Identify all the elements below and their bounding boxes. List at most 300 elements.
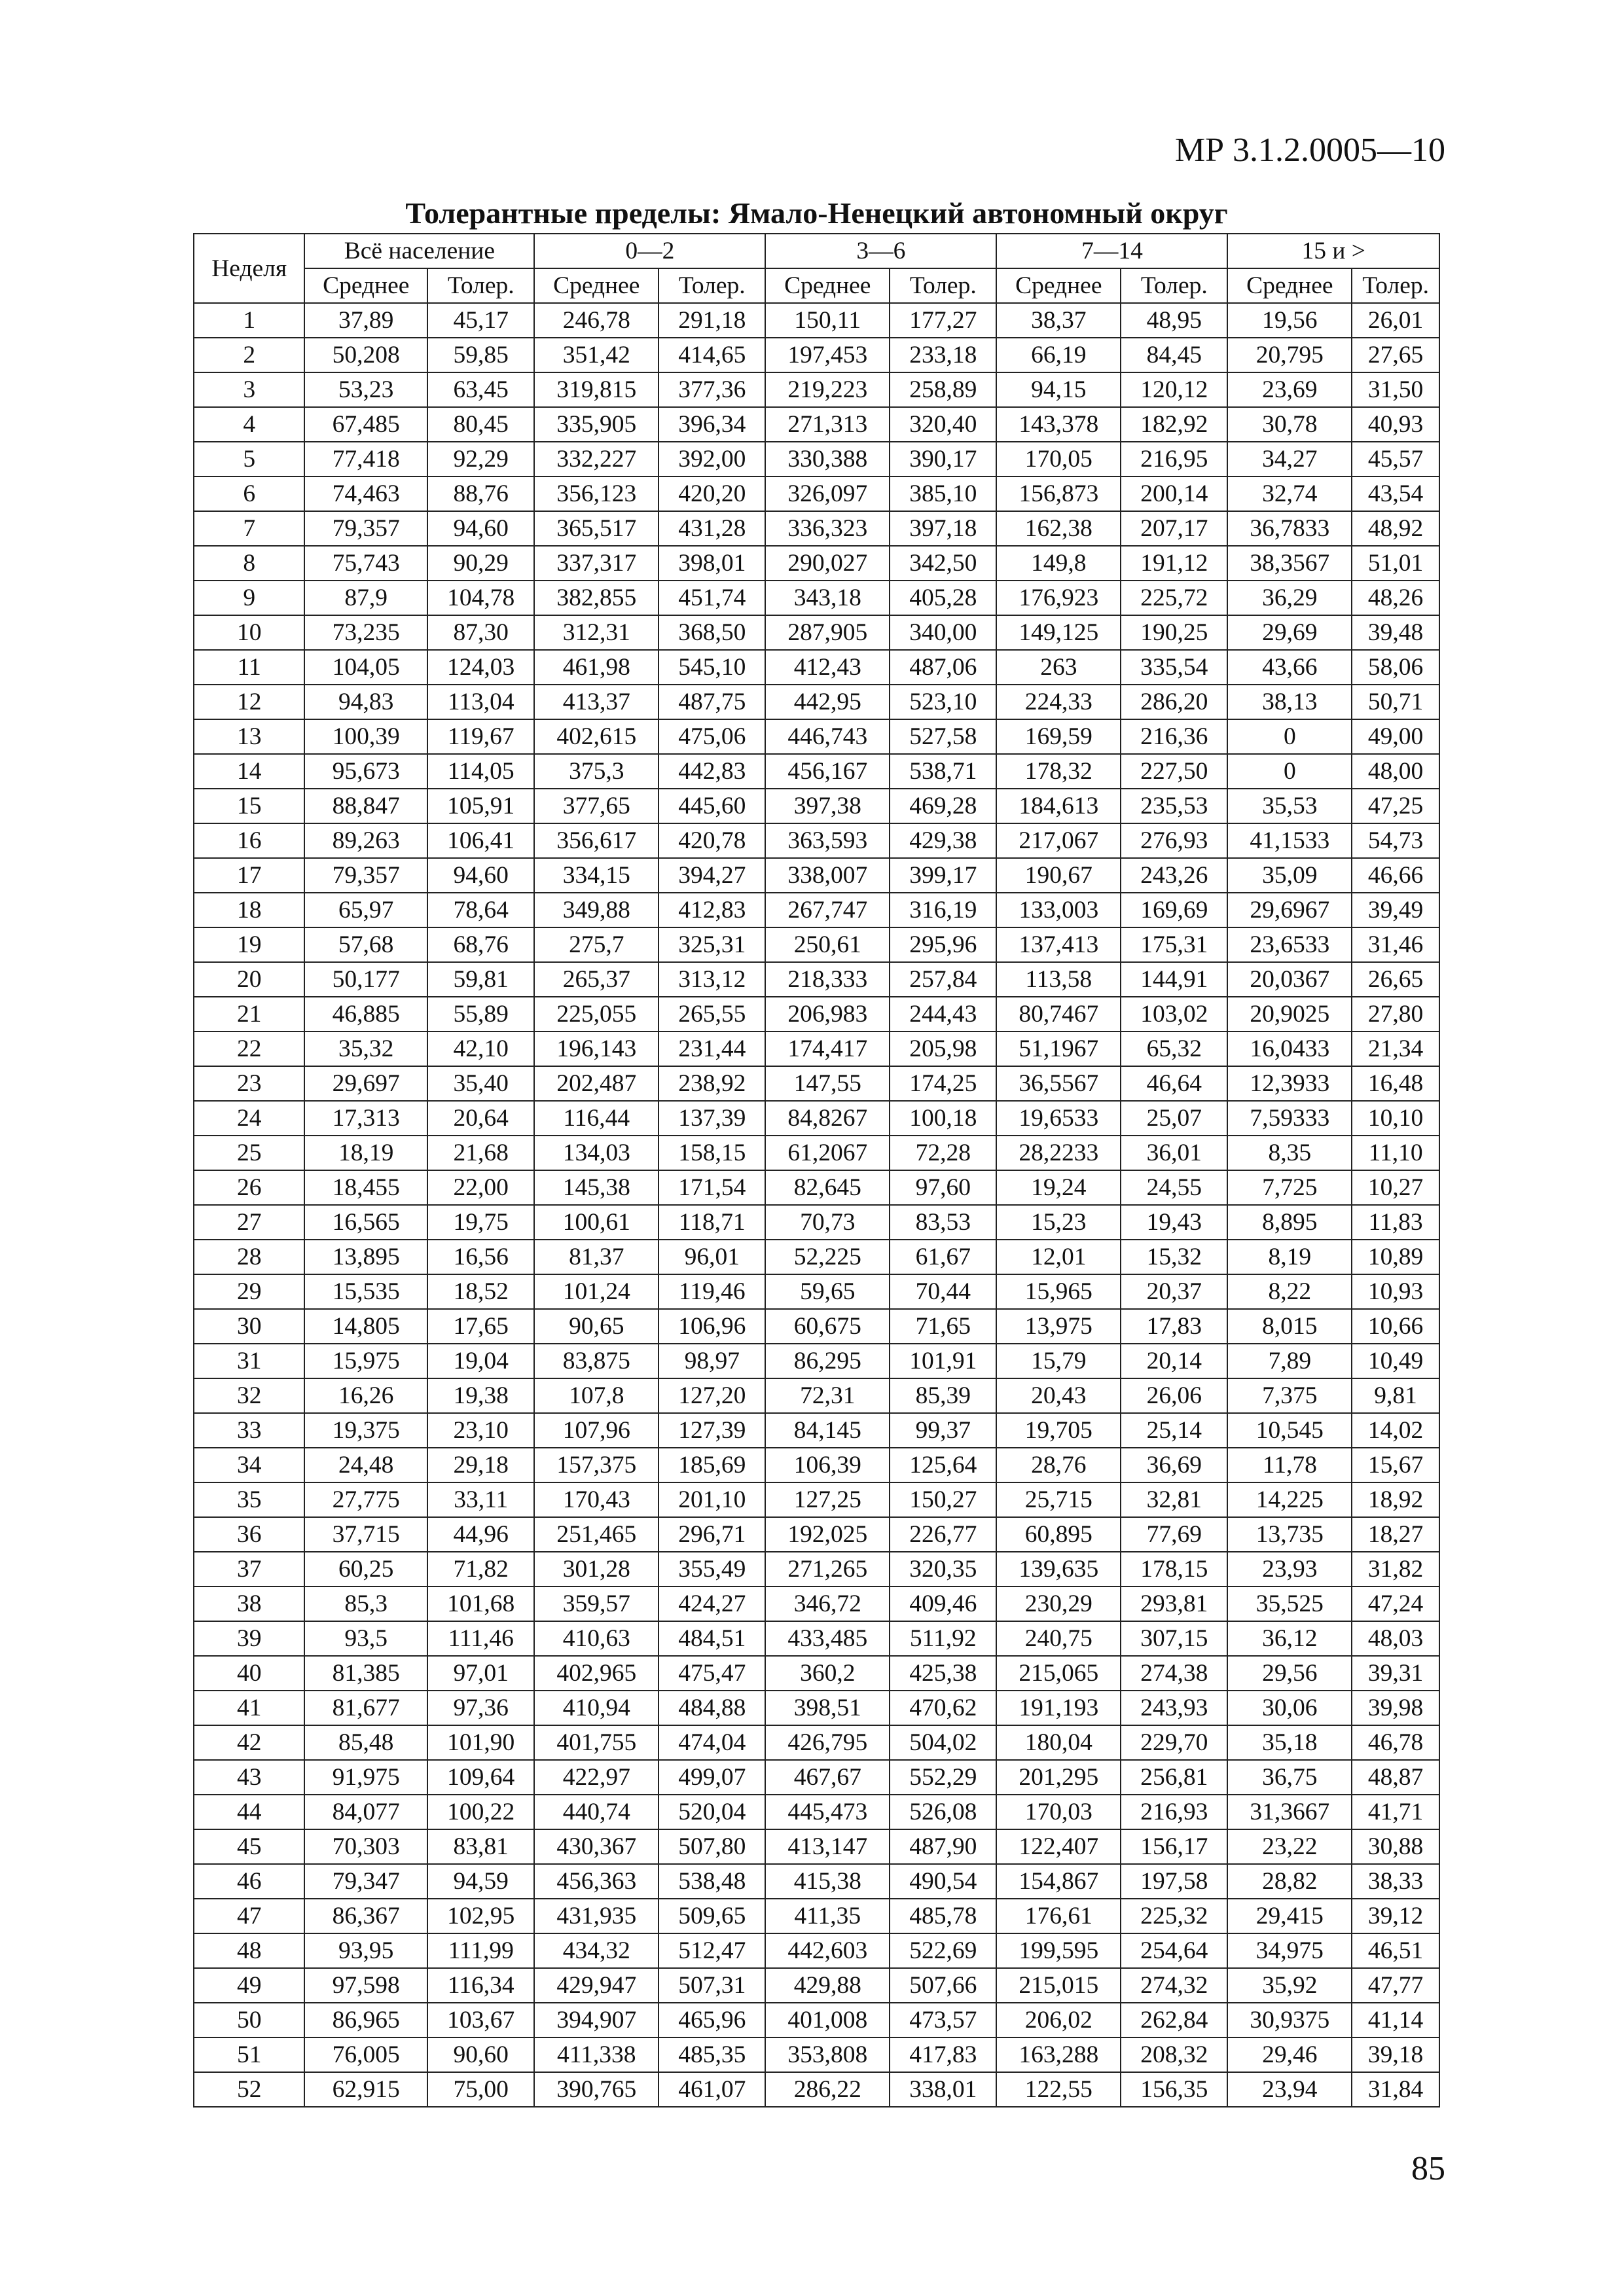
- table-row: [194, 2072, 1439, 2107]
- week-cell: 34: [194, 1448, 304, 1482]
- table-cell: 293,81: [1121, 1587, 1227, 1621]
- table-cell: 320,40: [890, 407, 996, 442]
- table-cell: 414,65: [659, 338, 765, 372]
- table-cell: 520,04: [659, 1795, 765, 1829]
- table-cell: 11,10: [1352, 1136, 1439, 1170]
- week-cell: 28: [194, 1240, 304, 1274]
- mean-subheader: Среднее: [534, 268, 659, 303]
- table-cell: 405,28: [890, 581, 996, 615]
- table-cell: 90,29: [427, 546, 534, 581]
- table-row: [194, 1378, 1439, 1413]
- table-row: [194, 1795, 1439, 1829]
- table-cell: 265,37: [534, 962, 659, 997]
- table-cell: 197,453: [765, 338, 890, 372]
- table-cell: 338,01: [890, 2072, 996, 2107]
- table-cell: 41,1533: [1227, 823, 1352, 858]
- table-cell: 276,93: [1121, 823, 1227, 858]
- table-cell: 38,13: [1227, 685, 1352, 719]
- table-cell: 114,05: [427, 754, 534, 789]
- table-cell: 409,46: [890, 1587, 996, 1621]
- table-cell: 139,635: [996, 1552, 1121, 1587]
- week-cell: 14: [194, 754, 304, 789]
- table-cell: 475,47: [659, 1656, 765, 1691]
- week-cell: 40: [194, 1656, 304, 1691]
- tolerance-subheader: Толер.: [1352, 268, 1439, 303]
- table-cell: 0: [1227, 754, 1352, 789]
- table-cell: 60,895: [996, 1517, 1121, 1552]
- table-cell: 338,007: [765, 858, 890, 893]
- table-row: [194, 685, 1439, 719]
- week-cell: 11: [194, 650, 304, 685]
- table-cell: 75,743: [304, 546, 427, 581]
- table-cell: 60,675: [765, 1309, 890, 1344]
- table-cell: 48,92: [1352, 511, 1439, 546]
- table-cell: 96,01: [659, 1240, 765, 1274]
- table-cell: 39,49: [1352, 893, 1439, 927]
- week-cell: 9: [194, 581, 304, 615]
- tolerance-table: [193, 233, 1440, 2108]
- table-cell: 36,01: [1121, 1136, 1227, 1170]
- table-row: [194, 615, 1439, 650]
- table-cell: 44,96: [427, 1517, 534, 1552]
- table-cell: 490,54: [890, 1864, 996, 1899]
- group-header: Всё население: [304, 234, 534, 268]
- table-cell: 158,15: [659, 1136, 765, 1170]
- table-cell: 429,38: [890, 823, 996, 858]
- table-cell: 48,26: [1352, 581, 1439, 615]
- table-cell: 97,01: [427, 1656, 534, 1691]
- table-cell: 206,02: [996, 2003, 1121, 2037]
- table-cell: 37,89: [304, 303, 427, 338]
- table-cell: 15,67: [1352, 1448, 1439, 1482]
- table-cell: 312,31: [534, 615, 659, 650]
- group-header: 3—6: [765, 234, 996, 268]
- table-cell: 469,28: [890, 789, 996, 823]
- week-cell: 21: [194, 997, 304, 1031]
- table-cell: 16,26: [304, 1378, 427, 1413]
- table-row: [194, 1413, 1439, 1448]
- table-cell: 215,065: [996, 1656, 1121, 1691]
- table-cell: 10,10: [1352, 1101, 1439, 1136]
- table-cell: 16,48: [1352, 1066, 1439, 1101]
- table-cell: 175,31: [1121, 927, 1227, 962]
- table-cell: 467,67: [765, 1760, 890, 1795]
- table-cell: 24,55: [1121, 1170, 1227, 1205]
- table-row: [194, 1205, 1439, 1240]
- table-cell: 360,2: [765, 1656, 890, 1691]
- table-cell: 109,64: [427, 1760, 534, 1795]
- table-cell: 18,52: [427, 1274, 534, 1309]
- table-cell: 99,37: [890, 1413, 996, 1448]
- table-cell: 104,78: [427, 581, 534, 615]
- table-cell: 118,71: [659, 1205, 765, 1240]
- table-cell: 16,565: [304, 1205, 427, 1240]
- table-row: [194, 1344, 1439, 1378]
- table-cell: 180,04: [996, 1725, 1121, 1760]
- week-cell: 20: [194, 962, 304, 997]
- week-cell: 3: [194, 372, 304, 407]
- mean-subheader: Среднее: [996, 268, 1121, 303]
- table-cell: 319,815: [534, 372, 659, 407]
- table-cell: 53,23: [304, 372, 427, 407]
- mean-subheader: Среднее: [765, 268, 890, 303]
- table-cell: 17,313: [304, 1101, 427, 1136]
- table-cell: 81,677: [304, 1691, 427, 1725]
- table-cell: 201,295: [996, 1760, 1121, 1795]
- table-cell: 484,51: [659, 1621, 765, 1656]
- table-row: [194, 1066, 1439, 1101]
- table-cell: 54,73: [1352, 823, 1439, 858]
- table-cell: 144,91: [1121, 962, 1227, 997]
- table-cell: 84,145: [765, 1413, 890, 1448]
- week-cell: 33: [194, 1413, 304, 1448]
- table-cell: 51,01: [1352, 546, 1439, 581]
- table-row: [194, 1101, 1439, 1136]
- table-cell: 226,77: [890, 1517, 996, 1552]
- table-cell: 75,00: [427, 2072, 534, 2107]
- table-cell: 67,485: [304, 407, 427, 442]
- table-cell: 76,005: [304, 2037, 427, 2072]
- table-row: [194, 1552, 1439, 1587]
- table-cell: 13,735: [1227, 1517, 1352, 1552]
- week-cell: 52: [194, 2072, 304, 2107]
- table-cell: 182,92: [1121, 407, 1227, 442]
- table-cell: 429,88: [765, 1968, 890, 2003]
- table-cell: 8,895: [1227, 1205, 1352, 1240]
- table-cell: 8,015: [1227, 1309, 1352, 1344]
- table-cell: 61,2067: [765, 1136, 890, 1170]
- table-cell: 36,5567: [996, 1066, 1121, 1101]
- table-cell: 445,60: [659, 789, 765, 823]
- table-cell: 46,78: [1352, 1725, 1439, 1760]
- table-cell: 8,19: [1227, 1240, 1352, 1274]
- table-cell: 29,46: [1227, 2037, 1352, 2072]
- table-cell: 184,613: [996, 789, 1121, 823]
- table-row: [194, 476, 1439, 511]
- week-cell: 30: [194, 1309, 304, 1344]
- table-cell: 417,83: [890, 2037, 996, 2072]
- table-cell: 456,363: [534, 1864, 659, 1899]
- table-cell: 349,88: [534, 893, 659, 927]
- table-cell: 258,89: [890, 372, 996, 407]
- table-cell: 10,27: [1352, 1170, 1439, 1205]
- table-cell: 250,61: [765, 927, 890, 962]
- table-cell: 127,39: [659, 1413, 765, 1448]
- table-row: [194, 1829, 1439, 1864]
- table-cell: 274,32: [1121, 1968, 1227, 2003]
- table-cell: 27,775: [304, 1482, 427, 1517]
- table-cell: 545,10: [659, 650, 765, 685]
- table-cell: 412,83: [659, 893, 765, 927]
- table-row: [194, 303, 1439, 338]
- table-cell: 89,263: [304, 823, 427, 858]
- table-cell: 296,71: [659, 1517, 765, 1552]
- mean-subheader: Среднее: [1227, 268, 1352, 303]
- table-row: [194, 754, 1439, 789]
- table-cell: 35,525: [1227, 1587, 1352, 1621]
- table-cell: 86,965: [304, 2003, 427, 2037]
- table-cell: 402,615: [534, 719, 659, 754]
- table-cell: 42,10: [427, 1031, 534, 1066]
- tolerance-subheader: Толер.: [427, 268, 534, 303]
- table-row: [194, 442, 1439, 476]
- table-cell: 116,34: [427, 1968, 534, 2003]
- table-cell: 335,905: [534, 407, 659, 442]
- table-cell: 65,97: [304, 893, 427, 927]
- table-row: [194, 1309, 1439, 1344]
- table-cell: 25,14: [1121, 1413, 1227, 1448]
- table-cell: 19,6533: [996, 1101, 1121, 1136]
- table-cell: 50,177: [304, 962, 427, 997]
- table-cell: 485,78: [890, 1899, 996, 1933]
- tolerance-subheader: Толер.: [659, 268, 765, 303]
- table-cell: 11,83: [1352, 1205, 1439, 1240]
- table-cell: 390,765: [534, 2072, 659, 2107]
- week-cell: 19: [194, 927, 304, 962]
- table-cell: 28,2233: [996, 1136, 1121, 1170]
- table-cell: 18,455: [304, 1170, 427, 1205]
- week-cell: 45: [194, 1829, 304, 1864]
- week-cell: 1: [194, 303, 304, 338]
- table-cell: 84,45: [1121, 338, 1227, 372]
- table-cell: 461,98: [534, 650, 659, 685]
- table-cell: 424,27: [659, 1587, 765, 1621]
- table-cell: 9,81: [1352, 1378, 1439, 1413]
- table-cell: 41,71: [1352, 1795, 1439, 1829]
- table-cell: 19,75: [427, 1205, 534, 1240]
- table-cell: 48,87: [1352, 1760, 1439, 1795]
- table-cell: 7,375: [1227, 1378, 1352, 1413]
- table-cell: 353,808: [765, 2037, 890, 2072]
- table-cell: 246,78: [534, 303, 659, 338]
- table-cell: 17,65: [427, 1309, 534, 1344]
- table-cell: 10,89: [1352, 1240, 1439, 1274]
- table-cell: 365,517: [534, 511, 659, 546]
- table-cell: 137,39: [659, 1101, 765, 1136]
- week-cell: 35: [194, 1482, 304, 1517]
- table-cell: 507,66: [890, 1968, 996, 2003]
- week-cell: 50: [194, 2003, 304, 2037]
- table-cell: 233,18: [890, 338, 996, 372]
- table-cell: 14,805: [304, 1309, 427, 1344]
- group-header: 7—14: [996, 234, 1227, 268]
- table-cell: 105,91: [427, 789, 534, 823]
- table-cell: 29,69: [1227, 615, 1352, 650]
- table-cell: 103,02: [1121, 997, 1227, 1031]
- table-cell: 35,32: [304, 1031, 427, 1066]
- table-cell: 420,20: [659, 476, 765, 511]
- table-cell: 91,975: [304, 1760, 427, 1795]
- table-cell: 320,35: [890, 1552, 996, 1587]
- table-cell: 27,65: [1352, 338, 1439, 372]
- table-cell: 425,38: [890, 1656, 996, 1691]
- table-cell: 52,225: [765, 1240, 890, 1274]
- table-cell: 507,31: [659, 1968, 765, 2003]
- table-cell: 32,81: [1121, 1482, 1227, 1517]
- table-cell: 30,78: [1227, 407, 1352, 442]
- table-cell: 48,00: [1352, 754, 1439, 789]
- table-row: [194, 2003, 1439, 2037]
- table-row: [194, 1968, 1439, 2003]
- table-cell: 201,10: [659, 1482, 765, 1517]
- table-cell: 240,75: [996, 1621, 1121, 1656]
- table-cell: 178,32: [996, 754, 1121, 789]
- table-cell: 63,45: [427, 372, 534, 407]
- table-cell: 100,39: [304, 719, 427, 754]
- week-cell: 26: [194, 1170, 304, 1205]
- table-cell: 217,067: [996, 823, 1121, 858]
- table-cell: 77,69: [1121, 1517, 1227, 1552]
- table-cell: 206,983: [765, 997, 890, 1031]
- table-cell: 10,49: [1352, 1344, 1439, 1378]
- table-cell: 98,97: [659, 1344, 765, 1378]
- table-cell: 57,68: [304, 927, 427, 962]
- table-cell: 119,67: [427, 719, 534, 754]
- table-cell: 291,18: [659, 303, 765, 338]
- table-cell: 399,17: [890, 858, 996, 893]
- table-cell: 191,193: [996, 1691, 1121, 1725]
- table-cell: 22,00: [427, 1170, 534, 1205]
- table-cell: 35,92: [1227, 1968, 1352, 2003]
- table-cell: 59,65: [765, 1274, 890, 1309]
- table-cell: 256,81: [1121, 1760, 1227, 1795]
- table-cell: 133,003: [996, 893, 1121, 927]
- table-row: [194, 858, 1439, 893]
- table-cell: 15,23: [996, 1205, 1121, 1240]
- table-cell: 307,15: [1121, 1621, 1227, 1656]
- table-cell: 337,317: [534, 546, 659, 581]
- table-cell: 225,32: [1121, 1899, 1227, 1933]
- table-cell: 94,59: [427, 1864, 534, 1899]
- table-cell: 154,867: [996, 1864, 1121, 1899]
- table-cell: 192,025: [765, 1517, 890, 1552]
- table-cell: 216,36: [1121, 719, 1227, 754]
- table-cell: 10,93: [1352, 1274, 1439, 1309]
- table-row: [194, 823, 1439, 858]
- table-cell: 150,27: [890, 1482, 996, 1517]
- table-row: [194, 1274, 1439, 1309]
- table-cell: 48,03: [1352, 1621, 1439, 1656]
- table-cell: 100,22: [427, 1795, 534, 1829]
- table-cell: 509,65: [659, 1899, 765, 1933]
- table-cell: 31,84: [1352, 2072, 1439, 2107]
- table-cell: 398,51: [765, 1691, 890, 1725]
- table-cell: 191,12: [1121, 546, 1227, 581]
- table-cell: 72,31: [765, 1378, 890, 1413]
- table-cell: 275,7: [534, 927, 659, 962]
- week-cell: 47: [194, 1899, 304, 1933]
- table-cell: 16,56: [427, 1240, 534, 1274]
- table-cell: 143,378: [996, 407, 1121, 442]
- table-cell: 92,29: [427, 442, 534, 476]
- table-row: [194, 1691, 1439, 1725]
- table-cell: 26,65: [1352, 962, 1439, 997]
- table-cell: 39,98: [1352, 1691, 1439, 1725]
- table-cell: 23,22: [1227, 1829, 1352, 1864]
- table-cell: 538,48: [659, 1864, 765, 1899]
- table-row: [194, 1899, 1439, 1933]
- table-cell: 426,795: [765, 1725, 890, 1760]
- table-cell: 25,07: [1121, 1101, 1227, 1136]
- table-cell: 86,367: [304, 1899, 427, 1933]
- table-cell: 205,98: [890, 1031, 996, 1066]
- week-cell: 18: [194, 893, 304, 927]
- table-cell: 111,46: [427, 1621, 534, 1656]
- table-cell: 442,95: [765, 685, 890, 719]
- week-cell: 13: [194, 719, 304, 754]
- table-cell: 177,27: [890, 303, 996, 338]
- table-cell: 38,33: [1352, 1864, 1439, 1899]
- table-cell: 355,49: [659, 1552, 765, 1587]
- table-cell: 85,39: [890, 1378, 996, 1413]
- table-cell: 410,63: [534, 1621, 659, 1656]
- week-cell: 6: [194, 476, 304, 511]
- table-cell: 523,10: [890, 685, 996, 719]
- table-cell: 147,55: [765, 1066, 890, 1101]
- table-cell: 225,055: [534, 997, 659, 1031]
- table-row: [194, 719, 1439, 754]
- week-cell: 38: [194, 1587, 304, 1621]
- table-cell: 295,96: [890, 927, 996, 962]
- table-cell: 97,60: [890, 1170, 996, 1205]
- week-cell: 8: [194, 546, 304, 581]
- table-cell: 31,46: [1352, 927, 1439, 962]
- table-cell: 90,65: [534, 1309, 659, 1344]
- table-cell: 263: [996, 650, 1121, 685]
- table-cell: 394,907: [534, 2003, 659, 2037]
- table-cell: 104,05: [304, 650, 427, 685]
- table-cell: 157,375: [534, 1448, 659, 1482]
- table-cell: 433,485: [765, 1621, 890, 1656]
- table-cell: 411,338: [534, 2037, 659, 2072]
- table-cell: 507,80: [659, 1829, 765, 1864]
- table-cell: 176,923: [996, 581, 1121, 615]
- table-cell: 170,43: [534, 1482, 659, 1517]
- table-cell: 216,95: [1121, 442, 1227, 476]
- week-cell: 39: [194, 1621, 304, 1656]
- table-cell: 445,473: [765, 1795, 890, 1829]
- table-cell: 15,79: [996, 1344, 1121, 1378]
- week-cell: 7: [194, 511, 304, 546]
- table-row: [194, 546, 1439, 581]
- table-cell: 363,593: [765, 823, 890, 858]
- table-cell: 171,54: [659, 1170, 765, 1205]
- table-cell: 72,28: [890, 1136, 996, 1170]
- table-cell: 20,64: [427, 1101, 534, 1136]
- table-cell: 23,69: [1227, 372, 1352, 407]
- table-cell: 36,75: [1227, 1760, 1352, 1795]
- table-cell: 527,58: [890, 719, 996, 754]
- week-cell: 37: [194, 1552, 304, 1587]
- table-cell: 13,895: [304, 1240, 427, 1274]
- table-cell: 446,743: [765, 719, 890, 754]
- table-cell: 47,77: [1352, 1968, 1439, 2003]
- table-cell: 356,617: [534, 823, 659, 858]
- table-cell: 218,333: [765, 962, 890, 997]
- table-cell: 46,64: [1121, 1066, 1227, 1101]
- table-cell: 85,3: [304, 1587, 427, 1621]
- table-cell: 15,975: [304, 1344, 427, 1378]
- week-cell: 15: [194, 789, 304, 823]
- table-cell: 20,14: [1121, 1344, 1227, 1378]
- table-cell: 45,57: [1352, 442, 1439, 476]
- table-cell: 81,37: [534, 1240, 659, 1274]
- table-cell: 413,147: [765, 1829, 890, 1864]
- table-cell: 81,385: [304, 1656, 427, 1691]
- table-cell: 122,55: [996, 2072, 1121, 2107]
- week-cell: 4: [194, 407, 304, 442]
- table-cell: 97,598: [304, 1968, 427, 2003]
